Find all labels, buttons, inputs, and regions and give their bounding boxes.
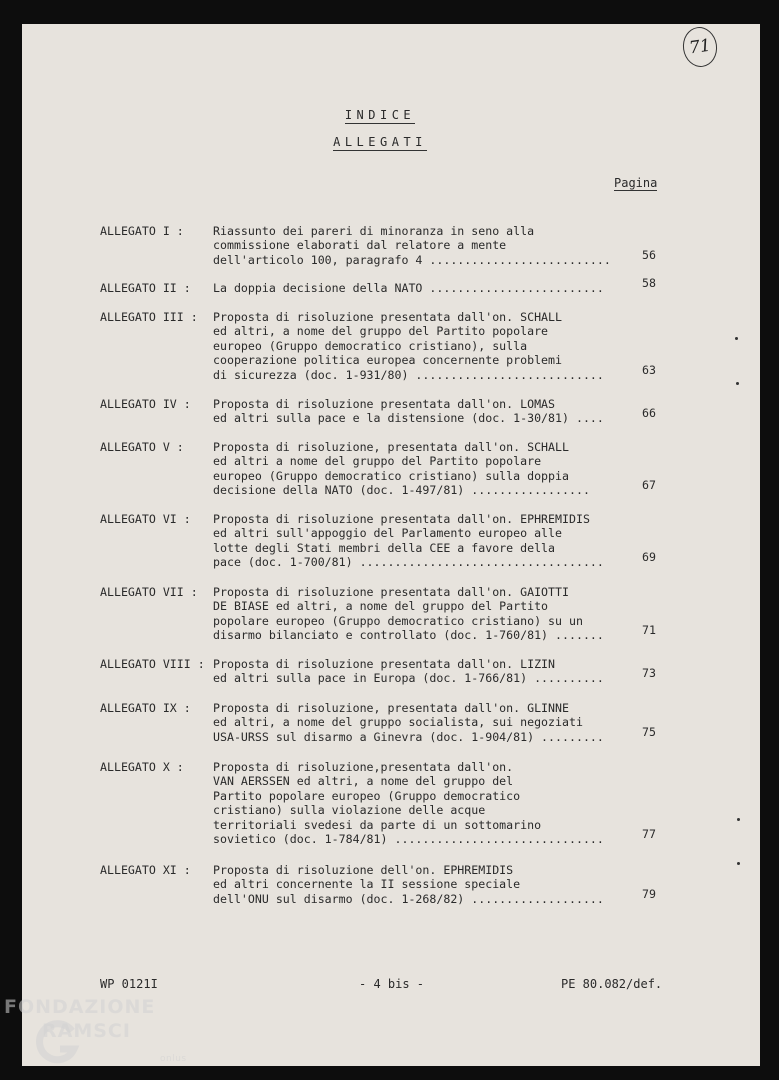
annex-description-line: europeo (Gruppo democratico cristiano) sulla doppia (213, 468, 569, 483)
annex-description-line: Proposta di risoluzione,presentata dall'on. (213, 760, 514, 774)
annex-page-number: 63 (642, 362, 656, 377)
annex-page-number: 75 (642, 724, 656, 739)
annex-description-line: Proposta di risoluzione, presentata dall'on. GLINNE (213, 701, 569, 715)
annex-page-number: 69 (642, 550, 656, 565)
annex-page-number: 58 (642, 276, 656, 290)
allegati-subtitle: ALLEGATI (333, 135, 427, 149)
annex-label: ALLEGATO VII : (100, 585, 198, 599)
annex-description-line: lotte degli Stati membri della CEE a favore della (213, 540, 556, 555)
annex-description-line: Proposta di risoluzione presentata dall'on. LOMAS (213, 397, 556, 411)
annex-description (213, 760, 618, 846)
annex-description-line: ed altri a nome del gruppo del Partito popolare (213, 454, 542, 469)
annex-label: ALLEGATO XI : (100, 863, 191, 877)
annex-description-line: decisione della NATO (doc. 1-497/81) ................. (213, 483, 590, 498)
annex-description-line: USA-URSS sul disarmo a Ginevra (doc. 1-904/81) ......... (213, 729, 604, 744)
annex-description (213, 585, 618, 643)
annex-description-line: commissione elaborati dal relatore a mente (213, 238, 507, 253)
annex-page-number: 73 (642, 666, 656, 681)
annex-page-number: 79 (642, 886, 656, 901)
annex-description-line: cristiano) sulla violazione delle acque (213, 803, 486, 818)
annex-label: ALLEGATO IV : (100, 397, 191, 411)
footer-doc-code: WP 0121I (100, 977, 158, 991)
annex-description (213, 863, 618, 906)
annex-label: ALLEGATO III : (100, 310, 198, 324)
annex-description-line: Proposta di risoluzione, presentata dall'on. SCHALL (213, 440, 569, 454)
annex-description-line: ed altri sulla pace e la distensione (doc. 1-30/81) .... (213, 411, 604, 426)
margin-dot (735, 337, 738, 340)
annex-label: ALLEGATO X : (100, 760, 184, 774)
annex-description (213, 310, 618, 382)
annex-description-line: Proposta di risoluzione dell'on. EPHREMIDIS (213, 863, 514, 877)
margin-dot (737, 818, 740, 821)
watermark-line2: RAMSCI (42, 1020, 131, 1042)
footer-pe-reference: PE 80.082/def. (561, 977, 663, 991)
annex-label: ALLEGATO IX : (100, 701, 191, 715)
watermark-line1: FONDAZIONE (4, 996, 156, 1018)
annex-description-line: Proposta di risoluzione presentata dall'on. EPHREMIDIS (213, 512, 590, 526)
annex-description-line: europeo (Gruppo democratico cristiano), sulla (213, 338, 528, 353)
annex-description-line: popolare europeo (Gruppo democratico cristiano) su un (213, 613, 583, 628)
annex-description-line: Riassunto dei pareri di minoranza in seno alla (213, 224, 535, 238)
annex-description-line: Proposta di risoluzione presentata dall'on. GAIOTTI (213, 585, 569, 599)
annex-description-line: ed altri, a nome del gruppo del Partito popolare (213, 324, 549, 339)
annex-description-line: Proposta di risoluzione presentata dall'on. SCHALL (213, 310, 563, 324)
annex-description (213, 397, 618, 426)
pagina-column-header: Pagina (614, 176, 658, 190)
annex-page-number: 66 (642, 406, 656, 421)
annex-page-number: 56 (642, 247, 656, 262)
annex-description (213, 224, 618, 267)
annex-label: ALLEGATO VI : (100, 512, 191, 526)
annex-description-line: Proposta di risoluzione presentata dall'on. LIZIN (213, 657, 556, 671)
annex-description-line: sovietico (doc. 1-784/81) .............................. (213, 832, 604, 847)
annex-description (213, 701, 618, 744)
annex-page-number: 71 (642, 623, 656, 638)
annex-page-number: 77 (642, 827, 656, 841)
annex-description-line: ed altri concernente la II sessione speciale (213, 877, 521, 892)
annex-description-line: disarmo bilanciato e controllato (doc. 1-760/81) ....... (213, 628, 604, 643)
annex-description-line: Partito popolare europeo (Gruppo democratico (213, 788, 521, 803)
annex-description-line: dell'articolo 100, paragrafo 4 .......................... (213, 252, 611, 267)
annex-description-line: ed altri, a nome del gruppo socialista, sui negoziati (213, 715, 583, 730)
annex-description-line: pace (doc. 1-700/81) ................................... (213, 555, 604, 570)
fondazione-gramsci-watermark (4, 995, 187, 1064)
annex-page-number: 67 (642, 478, 656, 493)
annex-label: ALLEGATO II : (100, 281, 191, 295)
annex-description (213, 281, 618, 295)
annex-description-line: territoriali svedesi da parte di un sottomarino (213, 817, 542, 832)
annex-description-line: VAN AERSSEN ed altri, a nome del gruppo del (213, 774, 514, 789)
annex-description-line: di sicurezza (doc. 1-931/80) ........................... (213, 367, 604, 382)
annex-description (213, 440, 618, 498)
annex-description-line: ed altri sulla pace in Europa (doc. 1-766/81) .......... (213, 671, 604, 686)
annex-description-line: cooperazione politica europea concernente problemi (213, 353, 563, 368)
handwritten-page-number: 71 (680, 25, 719, 69)
annex-description (213, 512, 618, 570)
gramsci-g-logo-icon (32, 1017, 82, 1067)
watermark-suffix: onlus (160, 1054, 187, 1064)
annex-description (213, 657, 618, 686)
annex-label: ALLEGATO I : (100, 224, 184, 238)
margin-dot (736, 382, 739, 385)
annex-description-line: dell'ONU sul disarmo (doc. 1-268/82) ................... (213, 891, 604, 906)
annex-description-line: La doppia decisione della NATO ......................... (213, 281, 604, 295)
annex-label: ALLEGATO V : (100, 440, 184, 454)
index-title: INDICE (344, 108, 416, 122)
annex-description-line: ed altri sull'appoggio del Parlamento europeo alle (213, 526, 563, 541)
margin-dot (737, 862, 740, 865)
annex-description-line: DE BIASE ed altri, a nome del gruppo del Partito (213, 599, 549, 614)
footer-page-label: - 4 bis - (359, 977, 425, 991)
annex-label: ALLEGATO VIII : (100, 657, 205, 671)
